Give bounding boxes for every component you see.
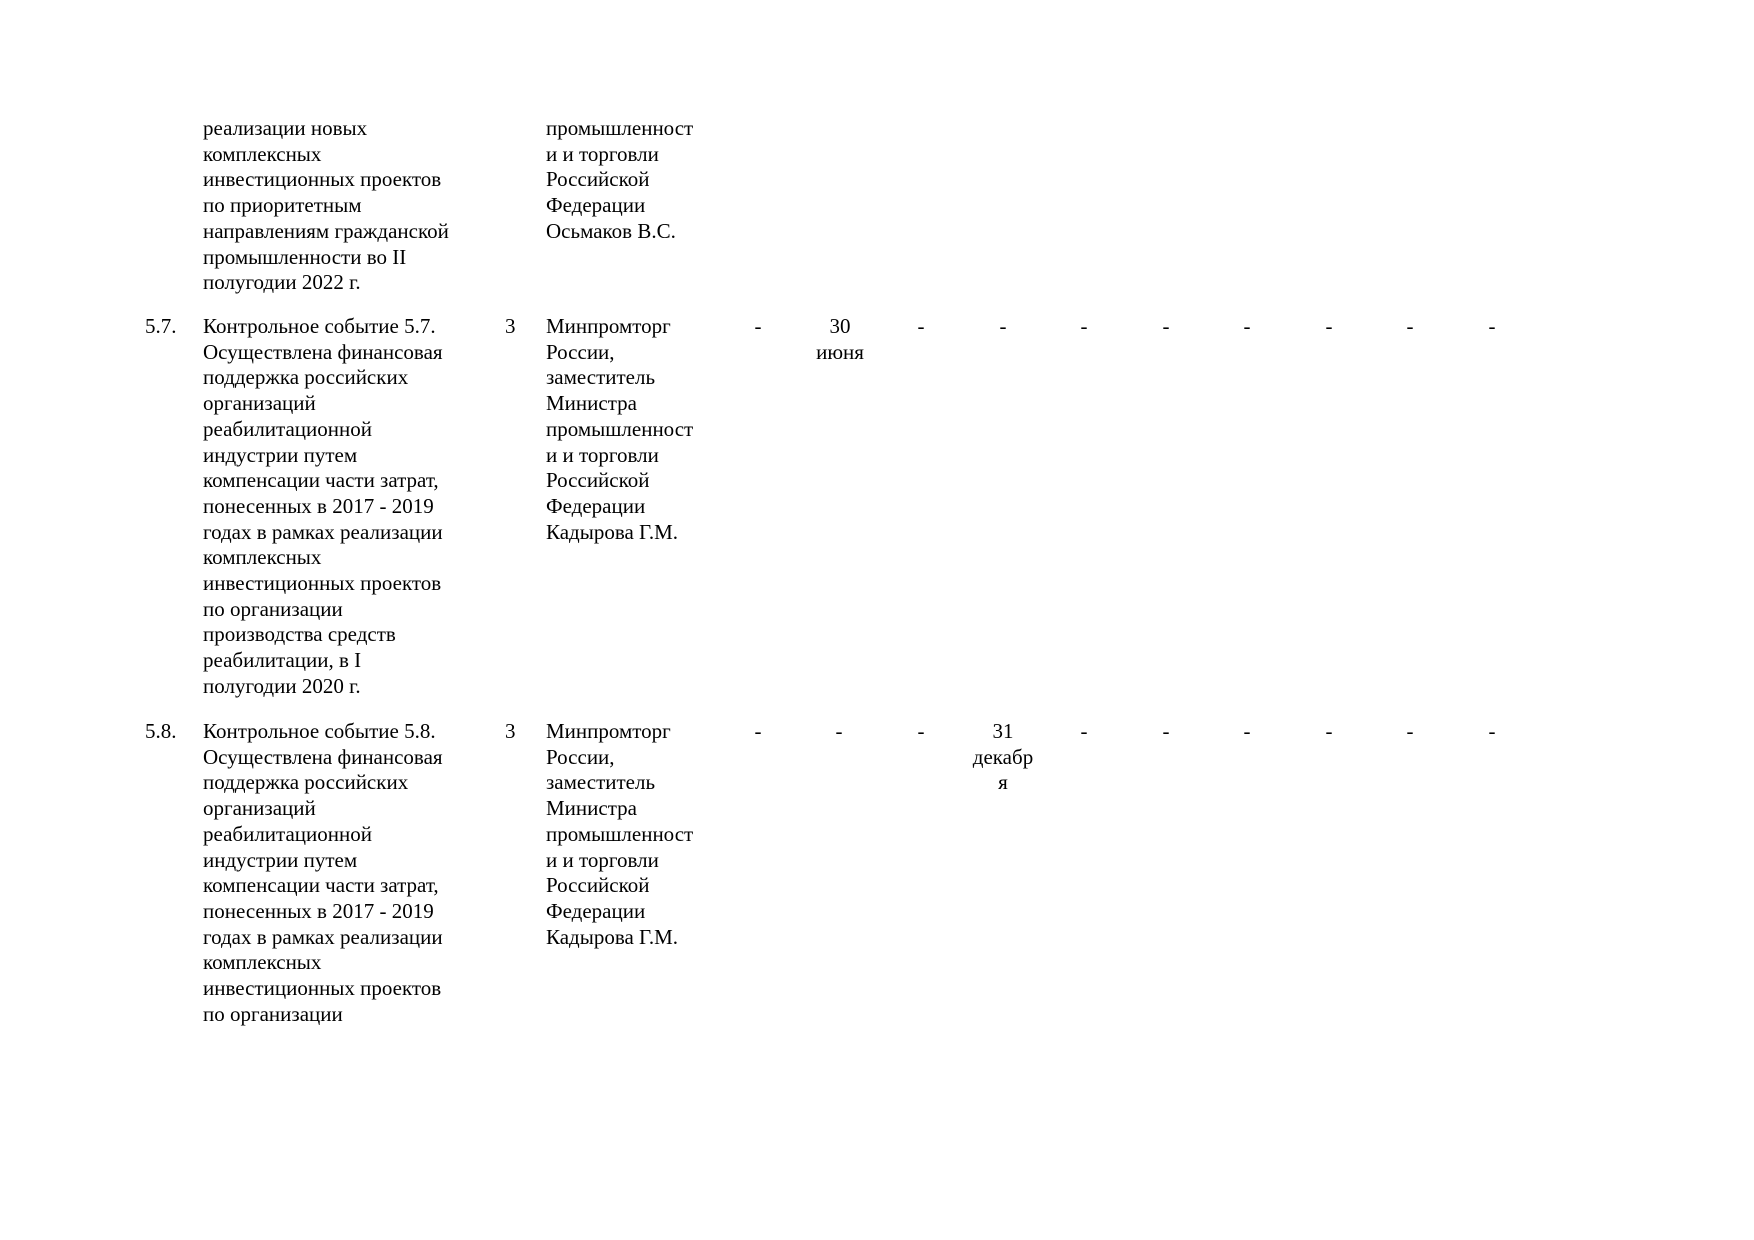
row-5-7-cell-7: - xyxy=(1243,314,1251,338)
row-5-7-cell-9: - xyxy=(1406,314,1414,338)
row-1-responsible: промышленност и и торговли Российской Федерации Осьмаков В.С. xyxy=(546,116,694,243)
row-5-7-cell-4: - xyxy=(999,314,1007,338)
row-5-7-cell-3: - xyxy=(917,314,925,338)
row-5-8-cell-7: - xyxy=(1243,719,1251,743)
row-5-8-responsible: Минпромторг России, заместитель Министра промышленност и и торговли Российской Федерации Кадырова Г.М. xyxy=(546,719,694,949)
row-5-8-cell-1: - xyxy=(754,719,762,743)
row-5-7-number: 5.7. xyxy=(145,314,177,338)
row-5-7-cell-10: - xyxy=(1488,314,1496,338)
row-5-8-cell-8: - xyxy=(1325,719,1333,743)
row-5-7-cell-5: - xyxy=(1080,314,1088,338)
row-5-8-cell-3: - xyxy=(917,719,925,743)
row-5-8-cell-5: - xyxy=(1080,719,1088,743)
row-5-8-cell-4: 31 декабр я xyxy=(972,719,1034,795)
row-5-7-description: Контрольное событие 5.7. Осуществлена финансовая поддержка российских организаций реабилитационной индустрии путем компенсации части затрат, понесенных в 2017 - 2019 годах в рамках реализации комплексных инвестиционных проектов по организации производства средств реабилитации, в I полугодии 2020 г. xyxy=(203,314,443,698)
row-5-8-cell-9: - xyxy=(1406,719,1414,743)
row-1-description: реализации новых комплексных инвестиционных проектов по приоритетным направлениям гражданской промышленности во II полугодии 2022 г. xyxy=(203,116,449,295)
row-5-8-number: 5.8. xyxy=(145,719,177,743)
row-5-8-code: 3 xyxy=(505,719,516,743)
row-5-7-cell-1: - xyxy=(754,314,762,338)
row-5-8-cell-2: - xyxy=(835,719,843,743)
row-5-7-code: 3 xyxy=(505,314,516,338)
row-5-7-cell-6: - xyxy=(1162,314,1170,338)
row-5-7-cell-2: 30 июня xyxy=(816,314,864,364)
row-5-8-description: Контрольное событие 5.8. Осуществлена финансовая поддержка российских организаций реабилитационной индустрии путем компенсации части затрат, понесенных в 2017 - 2019 годах в рамках реализации комплексных инвестиционных проектов по организации xyxy=(203,719,443,1026)
row-5-8-cell-6: - xyxy=(1162,719,1170,743)
row-5-7-responsible: Минпромторг России, заместитель Министра промышленност и и торговли Российской Федерации Кадырова Г.М. xyxy=(546,314,694,544)
row-5-7-cell-8: - xyxy=(1325,314,1333,338)
row-5-8-cell-10: - xyxy=(1488,719,1496,743)
